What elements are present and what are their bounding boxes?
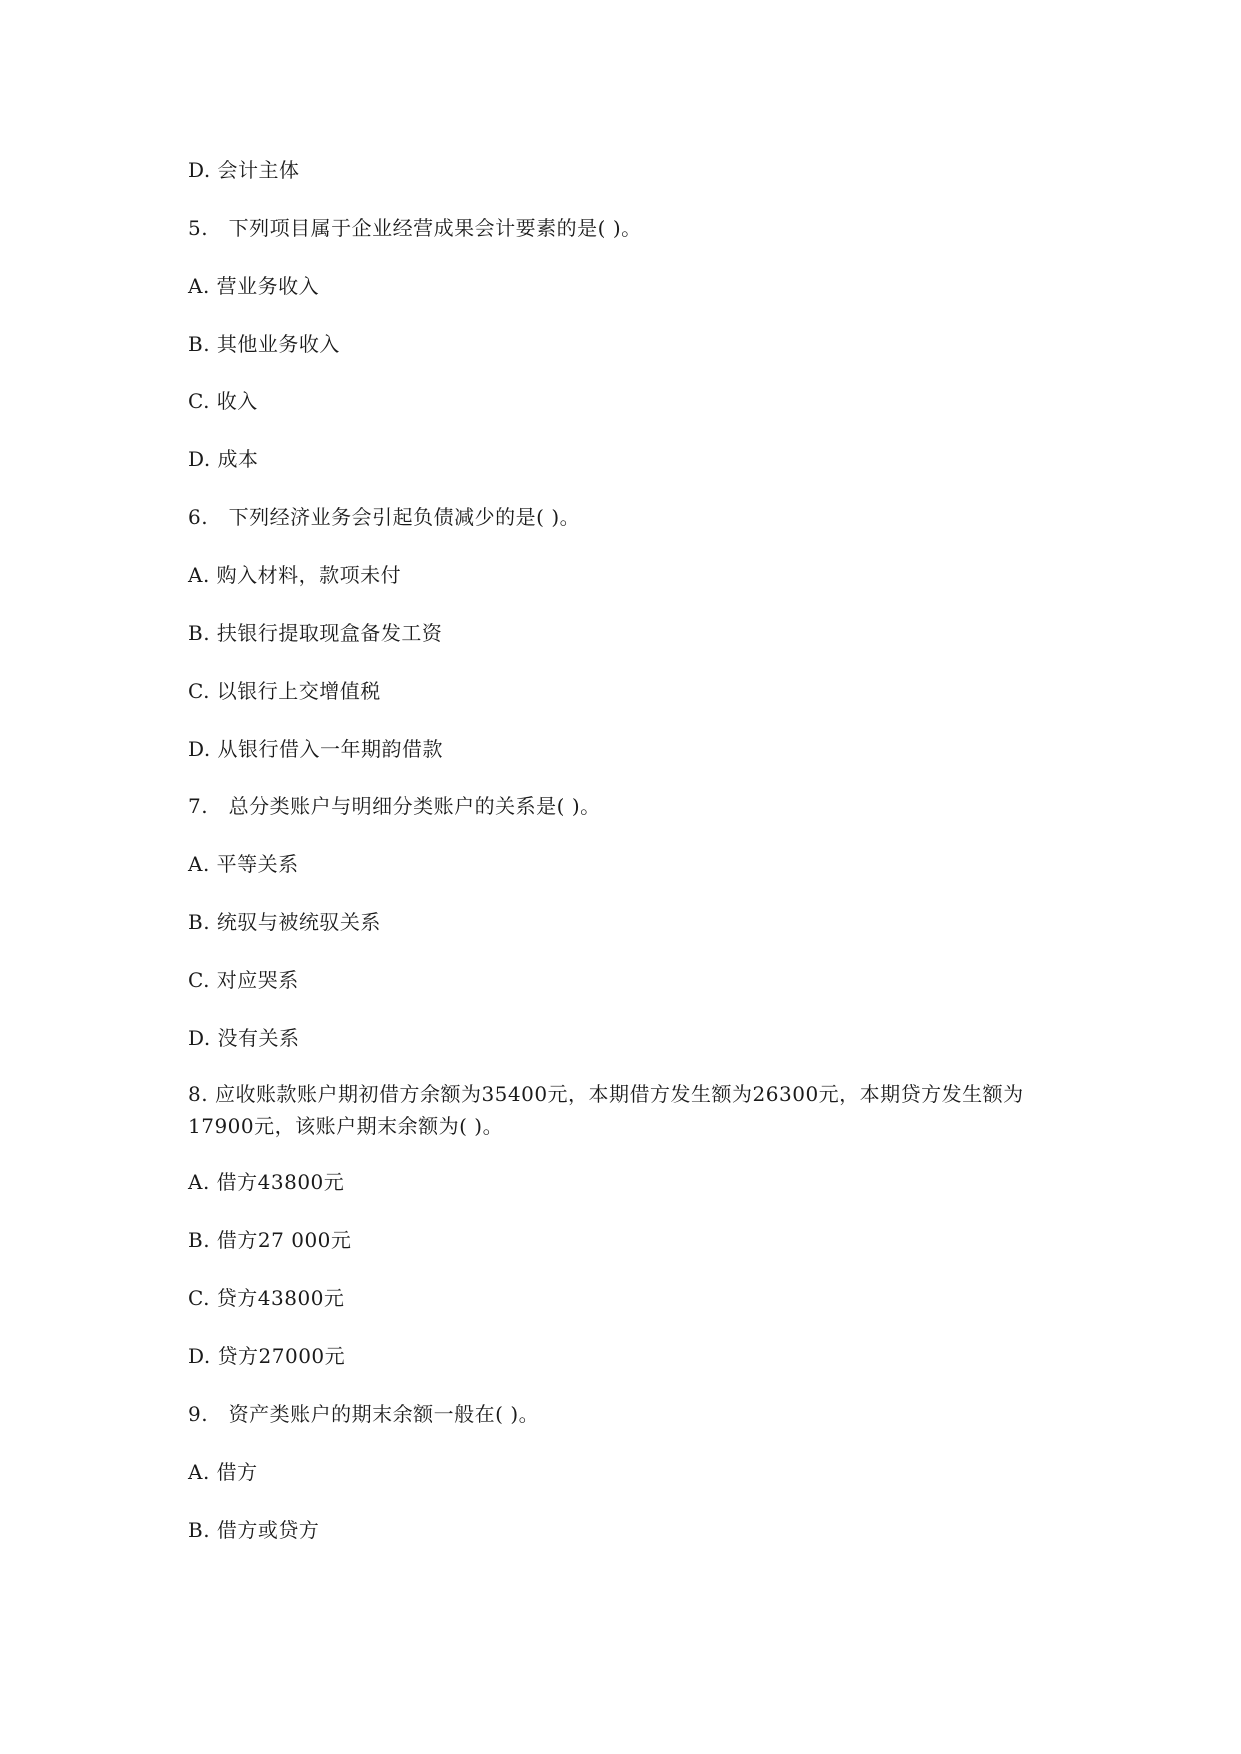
q6-option-d: D. 从银行借入一年期韵借款 (188, 737, 444, 761)
q8-option-d: D. 贷方27000元 (188, 1344, 346, 1368)
q9-option-b: B. 借方或贷方 (188, 1518, 320, 1542)
q9-option-a: A. 借方 (188, 1460, 258, 1484)
q5-option-c: C. 收入 (188, 389, 258, 413)
q9-question: 9. 资产类账户的期末余额一般在( )。 (188, 1402, 540, 1426)
q6-option-c: C. 以银行上交增值税 (188, 679, 381, 703)
q8-option-b: B. 借方27 000元 (188, 1228, 352, 1252)
q6-question: 6. 下列经济业务会引起负债减少的是( )。 (188, 505, 581, 529)
q5-option-a: A. 营业务收入 (188, 274, 320, 298)
q7-option-b: B. 统驭与被统驭关系 (188, 910, 381, 934)
q6-option-b: B. 扶银行提取现盒备发工资 (188, 621, 443, 645)
q7-option-c: C. 对应哭系 (188, 968, 299, 992)
q8-option-a: A. 借方43800元 (188, 1170, 345, 1194)
q7-option-d: D. 没有关系 (188, 1026, 300, 1050)
q7-option-a: A. 平等关系 (188, 852, 299, 876)
q6-option-a: A. 购入材料，款项未付 (188, 563, 402, 587)
q5-option-b: B. 其他业务收入 (188, 332, 340, 356)
q4-option-d: D. 会计主体 (188, 158, 300, 182)
q7-question: 7. 总分类账户与明细分类账户的关系是( )。 (188, 794, 601, 818)
q8-question: 8. 应收账款账户期初借方余额为35400元，本期借方发生额为26300元，本期贷方发生额为17900元，该账户期末余额为( )。 (188, 1082, 1024, 1138)
q8-option-c: C. 贷方43800元 (188, 1286, 345, 1310)
q5-question: 5. 下列项目属于企业经营成果会计要素的是( )。 (188, 216, 642, 240)
q5-option-d: D. 成本 (188, 447, 259, 471)
